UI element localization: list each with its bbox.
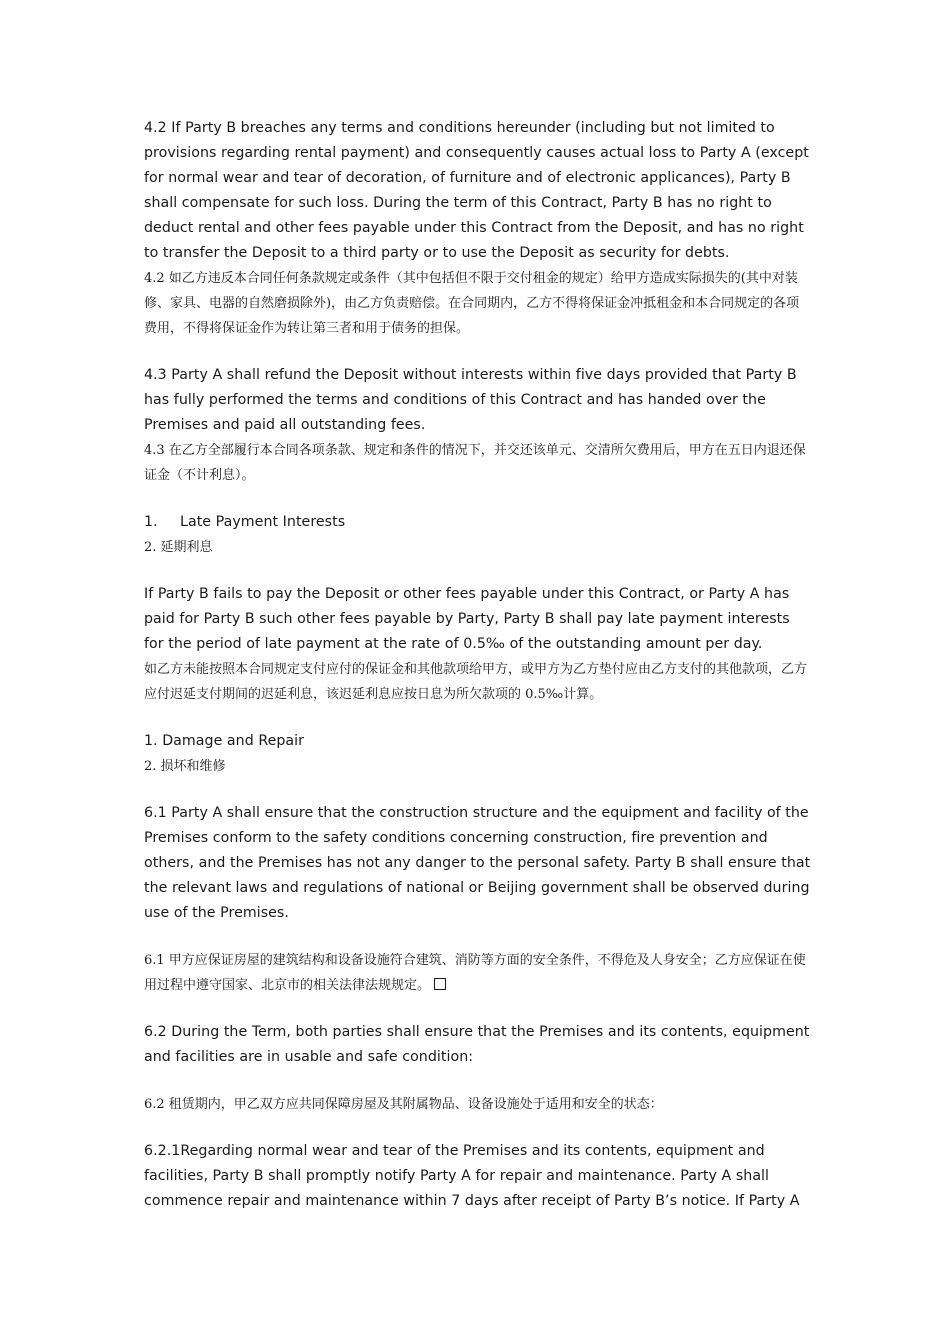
list-number: 1. <box>144 514 158 530</box>
clause-6-1-english: 6.1 Party A shall ensure that the construction structure and the equipment and facility of the Premises conform to the safety conditions concerning construction, fire prevention and others, and the Premises has not any danger to the personal safety. Party B shall ensure that the relevant laws and regulations of national or Beijing government shall be observed during use of the Premises. <box>144 805 811 921</box>
damage-repair-heading-english: 1. Damage and Repair <box>144 733 305 749</box>
late-payment-chinese: 如乙方未能按照本合同规定支付应付的保证金和其他款项给甲方，或甲方为乙方垫付应由乙方支付的其他款项，乙方应付迟延支付期间的迟延利息，该迟延利息应按日息为所欠款项的 0.5‰计算。 <box>144 662 808 702</box>
damage-repair-heading-chinese: 2. 损坏和维修 <box>144 759 226 774</box>
clause-6-1-chinese-text: 6.1 甲方应保证房屋的建筑结构和设备设施符合建筑、消防等方面的安全条件，不得危及人身安全；乙方应保证在使用过程中遵守国家、北京市的相关法律法规规定。 <box>144 953 806 993</box>
clause-6-2-english: 6.2 During the Term, both parties shall ensure that the Premises and its contents, equipment and facilities are in usable and safe condition: <box>144 1024 810 1065</box>
clause-6-1-chinese <box>144 948 812 998</box>
clause-6-2-chinese: 6.2 租赁期内，甲乙双方应共同保障房屋及其附属物品、设备设施处于适用和安全的状态： <box>144 1097 663 1112</box>
clause-4-2-chinese: 4.2 如乙方违反本合同任何条款规定或条件（其中包括但不限于交付租金的规定）给甲方造成实际损失的(其中对装修、家具、电器的自然磨损除外)，由乙方负责赔偿。在合同期内，乙方不得将保证金冲抵租金和本合同规定的各项费用，不得将保证金作为转让第三者和用于债务的担保。 <box>144 271 800 336</box>
late-payment-heading-text: Late Payment Interests <box>180 514 346 530</box>
late-payment-english: If Party B fails to pay the Deposit or other fees payable under this Contract, or Party A has paid for Party B such other fees payable by Party, Party B shall pay late payment interests for the period of late payment at the rate of 0.5‰ of the outstanding amount per day. <box>144 586 790 652</box>
document-page <box>144 116 812 1214</box>
clause-4-3-english: 4.3 Party A shall refund the Deposit without interests within five days provided that Party B has fully performed the terms and conditions of this Contract and has handed over the Premises and paid all outstanding fees. <box>144 367 797 433</box>
late-payment-heading-english <box>144 510 812 535</box>
square-box-icon <box>434 978 446 990</box>
clause-4-3-chinese: 4.3 在乙方全部履行本合同各项条款、规定和条件的情况下，并交还该单元、交清所欠费用后，甲方在五日内退还保证金（不计利息）。 <box>144 443 806 483</box>
clause-6-2-1-english: 6.2.1Regarding normal wear and tear of the Premises and its contents, equipment and facilities, Party B shall promptly notify Party A for repair and maintenance. Party A shall commence repair and maintenance within 7 days after receipt of Party B’s notice. If Party A <box>144 1143 800 1209</box>
late-payment-heading-chinese: 2. 延期利息 <box>144 540 213 555</box>
clause-4-2-english: 4.2 If Party B breaches any terms and conditions hereunder (including but not limited to provisions regarding rental payment) and consequently causes actual loss to Party A (except for normal wear and tear of decoration, of furniture and of electronic applicances), Party B shall compensate for such loss. During the term of this Contract, Party B has no right to deduct rental and other fees payable under this Contract from the Deposit, and has no right to transfer the Deposit to a third party or to use the Deposit as security for debts. <box>144 120 809 261</box>
